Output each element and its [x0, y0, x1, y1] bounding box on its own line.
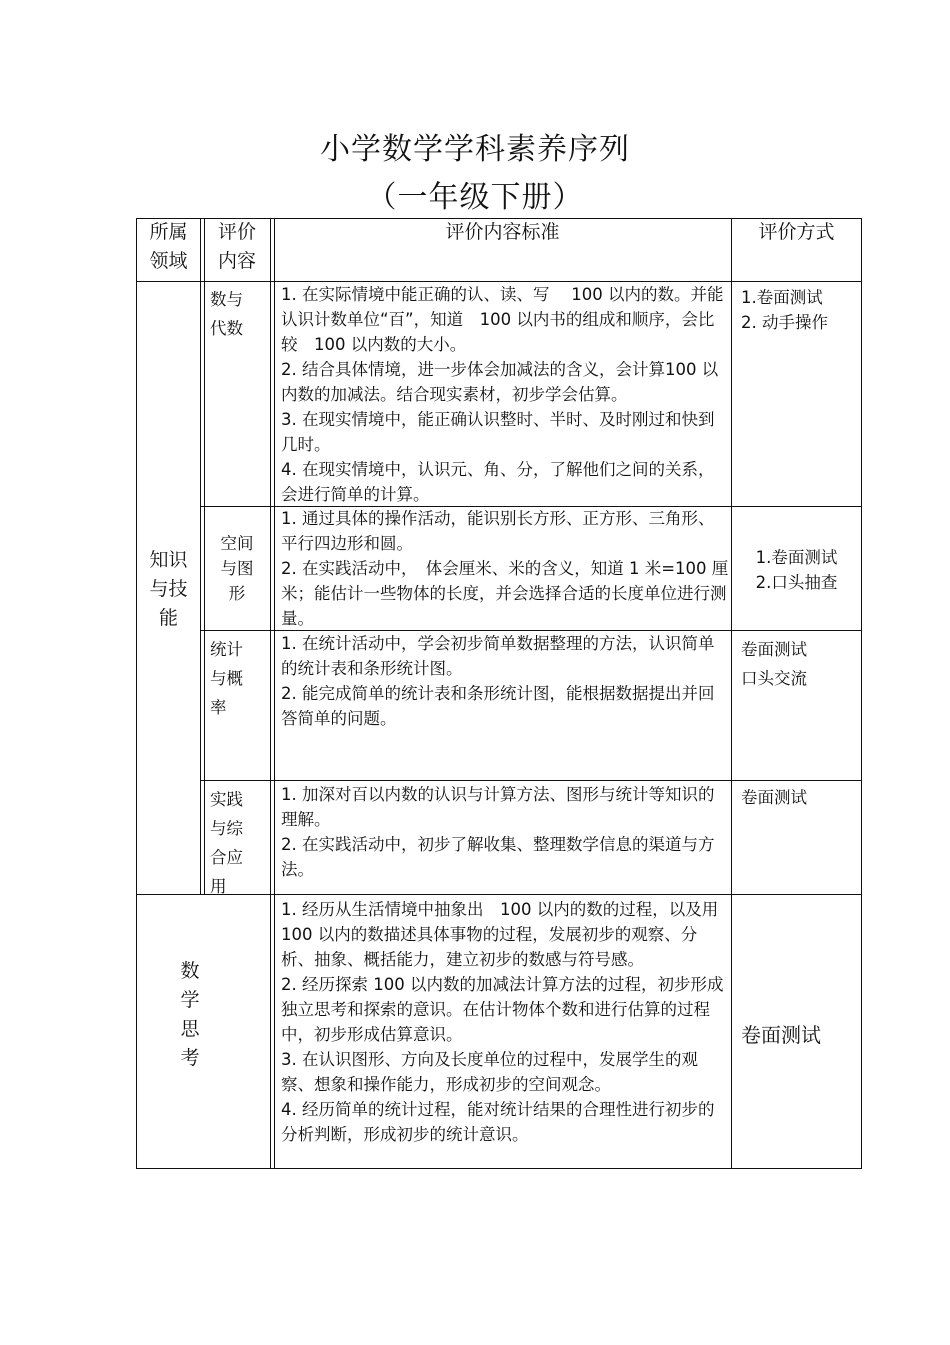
domain-label-knowledge: 知识 与技 能 — [149, 549, 188, 629]
list-item: 4. 在现实情境中，认识元、角、分，了解他们之间的关系，会进行简单的计算。 — [281, 460, 715, 504]
col-divider-2 — [270, 218, 275, 1169]
table-border-bottom — [136, 1168, 862, 1169]
page-subtitle: （一年级下册） — [366, 180, 584, 215]
methods-space-shape: 1.卷面测试 2.口头抽查 — [755, 548, 838, 592]
list-item: 1. 在实际情境中能正确的认、读、写 100 以内的数。并能认识计数单位“百”，知道 100 以内书的组成和顺序，会比较 100 以内数的大小。 — [281, 285, 724, 354]
row-divider-3 — [201, 780, 862, 781]
table-border-right — [861, 218, 862, 1169]
list-item: 1. 通过具体的操作活动，能识别长方形、正方形、三角形、平行四边形和圆。 — [281, 509, 715, 553]
method-thinking: 卷面测试 — [741, 1023, 821, 1047]
header-method: 评价方式 — [758, 221, 835, 243]
list-item: 1. 加深对百以内数的认识与计算方法、图形与统计等知识的理解。 — [281, 785, 715, 829]
header-content: 评价 内容 — [217, 221, 256, 272]
topic-statistics-probability: 统计 与概 率 — [210, 640, 243, 717]
list-item: 2. 在实践活动中， 体会厘米、米的含义，知道 1 米=100 厘米；能估计一些物体的长度，并会选择合适的长度单位进行测量。 — [281, 559, 729, 628]
list-item: 2. 能完成简单的统计表和条形统计图，能根据数据提出并回答简单的问题。 — [281, 684, 715, 728]
list-item: 2. 在实践活动中，初步了解收集、整理数学信息的渠道与方法。 — [281, 835, 715, 879]
domain-label-thinking: 数 学 思 考 — [180, 960, 200, 1069]
header-standard: 评价内容标准 — [445, 221, 560, 243]
topic-space-shape: 空间 与图 形 — [220, 534, 254, 603]
list-item: 3. 在认识图形、方向及长度单位的过程中，发展学生的观察、想象和操作能力，形成初步的空间观念。 — [281, 1050, 698, 1094]
methods-statistics-probability: 卷面测试 口头交流 — [741, 640, 807, 688]
list-item: 1. 经历从生活情境中抽象出 100 以内的数的过程，以及用 100 以内的数描述具体事物的过程，发展初步的观察、分析、抽象、概括能力，建立初步的数感与符号感。 — [281, 900, 719, 969]
standards-number-algebra — [281, 282, 727, 507]
list-item: 2. 经历探索 100 以内数的加减法计算方法的过程，初步形成独立思考和探索的意识。在估计物体个数和进行估算的过程中，初步形成估算意识。 — [281, 975, 724, 1044]
col-divider-3 — [731, 218, 732, 1169]
topic-number-algebra: 数与 代数 — [210, 290, 243, 338]
page-title: 小学数学学科素养序列 — [320, 132, 630, 167]
standards-statistics-probability — [281, 631, 727, 731]
table-border-left — [136, 218, 137, 1169]
list-item: 4. 经历简单的统计过程，能对统计结果的合理性进行初步的分析判断，形成初步的统计意识。 — [281, 1100, 715, 1144]
standards-practice-application — [281, 782, 727, 882]
methods-practice-application: 卷面测试 — [741, 788, 807, 807]
standards-thinking — [281, 897, 727, 1147]
list-item: 1. 在统计活动中，学会初步简单数据整理的方法，认识简单的统计表和条形统计图。 — [281, 634, 715, 678]
list-item: 2. 结合具体情境，进一步体会加减法的含义，会计算100 以内数的加减法。结合现实素材，初步学会估算。 — [281, 360, 719, 404]
topic-practice-application: 实践 与综 合应 用 — [210, 790, 243, 896]
methods-number-algebra: 1.卷面测试 2. 动手操作 — [741, 288, 828, 332]
list-item: 3. 在现实情境中，能正确认识整时、半时、及时刚过和快到几时。 — [281, 410, 715, 454]
header-domain: 所属 领域 — [149, 221, 188, 272]
standards-space-shape — [281, 506, 729, 631]
